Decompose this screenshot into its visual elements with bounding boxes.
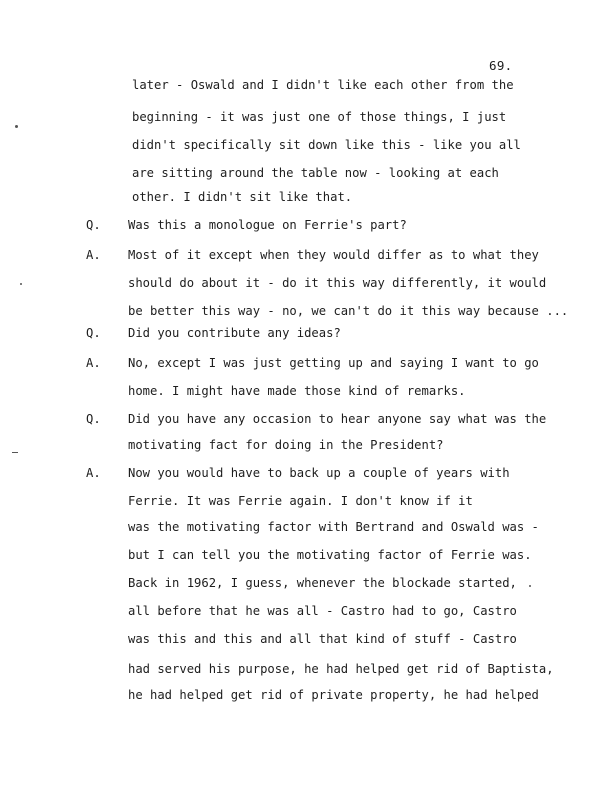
transcript-line [0, 384, 612, 404]
transcript-line [0, 304, 612, 324]
line-text: all before that he was all - Castro had to go, Castro [128, 604, 517, 618]
line-text: Most of it except when they would differ as to what they [128, 248, 539, 262]
transcript-line [0, 662, 612, 682]
transcript-line [0, 494, 612, 514]
line-text: didn't specifically sit down like this - like you all [132, 138, 521, 152]
line-text: are sitting around the table now - looking at each [132, 166, 499, 180]
line-text: Now you would have to back up a couple of years with [128, 466, 510, 480]
line-text: be better this way - no, we can't do it this way because ... [128, 304, 569, 318]
transcript-line [0, 190, 612, 210]
line-text: motivating fact for doing in the President? [128, 438, 444, 452]
scan-speck [12, 452, 18, 453]
line-text: Was this a monologue on Ferrie's part? [128, 218, 407, 232]
speaker-label: Q. [86, 412, 101, 426]
transcript-line [0, 438, 612, 458]
line-text: later - Oswald and I didn't like each other from the [132, 78, 514, 92]
transcript-line [0, 548, 612, 568]
transcript-line [0, 466, 612, 486]
line-text: was the motivating factor with Bertrand and Oswald was - [128, 520, 539, 534]
line-text: other. I didn't sit like that. [132, 190, 353, 204]
transcript-line [0, 632, 612, 652]
transcript-line [0, 520, 612, 540]
line-text: Ferrie. It was Ferrie again. I don't know if it [128, 494, 473, 508]
scan-speck [15, 125, 18, 128]
line-text: No, except I was just getting up and saying I want to go [128, 356, 539, 370]
line-text: Did you have any occasion to hear anyone say what was the [128, 412, 547, 426]
line-text: he had helped get rid of private property, he had helped [128, 688, 539, 702]
transcript-line [0, 576, 612, 596]
transcript-line [0, 356, 612, 376]
line-text: home. I might have made those kind of remarks. [128, 384, 466, 398]
transcript-line [0, 248, 612, 268]
speaker-label: Q. [86, 326, 101, 340]
transcript-line [0, 604, 612, 624]
scan-speck [529, 585, 531, 587]
transcript-line [0, 138, 612, 158]
line-text: beginning - it was just one of those things, I just [132, 110, 507, 124]
transcript-line [0, 276, 612, 296]
speaker-label: A. [86, 356, 101, 370]
line-text: Did you contribute any ideas? [128, 326, 341, 340]
transcript-line [0, 688, 612, 708]
speaker-label: A. [86, 466, 101, 480]
speaker-label: Q. [86, 218, 101, 232]
line-text: should do about it - do it this way differently, it would [128, 276, 547, 290]
speaker-label: A. [86, 248, 101, 262]
scan-speck [20, 283, 22, 285]
transcript-line [0, 78, 612, 98]
line-text: but I can tell you the motivating factor of Ferrie was. [128, 548, 532, 562]
transcript-line [0, 218, 612, 238]
transcript-line [0, 166, 612, 186]
line-text: Back in 1962, I guess, whenever the blockade started, [128, 576, 517, 590]
transcript-line [0, 326, 612, 346]
transcript-line [0, 412, 612, 432]
page-number: 69. [489, 58, 513, 73]
line-text: was this and this and all that kind of stuff - Castro [128, 632, 517, 646]
line-text: had served his purpose, he had helped get rid of Baptista, [128, 662, 554, 676]
transcript-line [0, 110, 612, 130]
